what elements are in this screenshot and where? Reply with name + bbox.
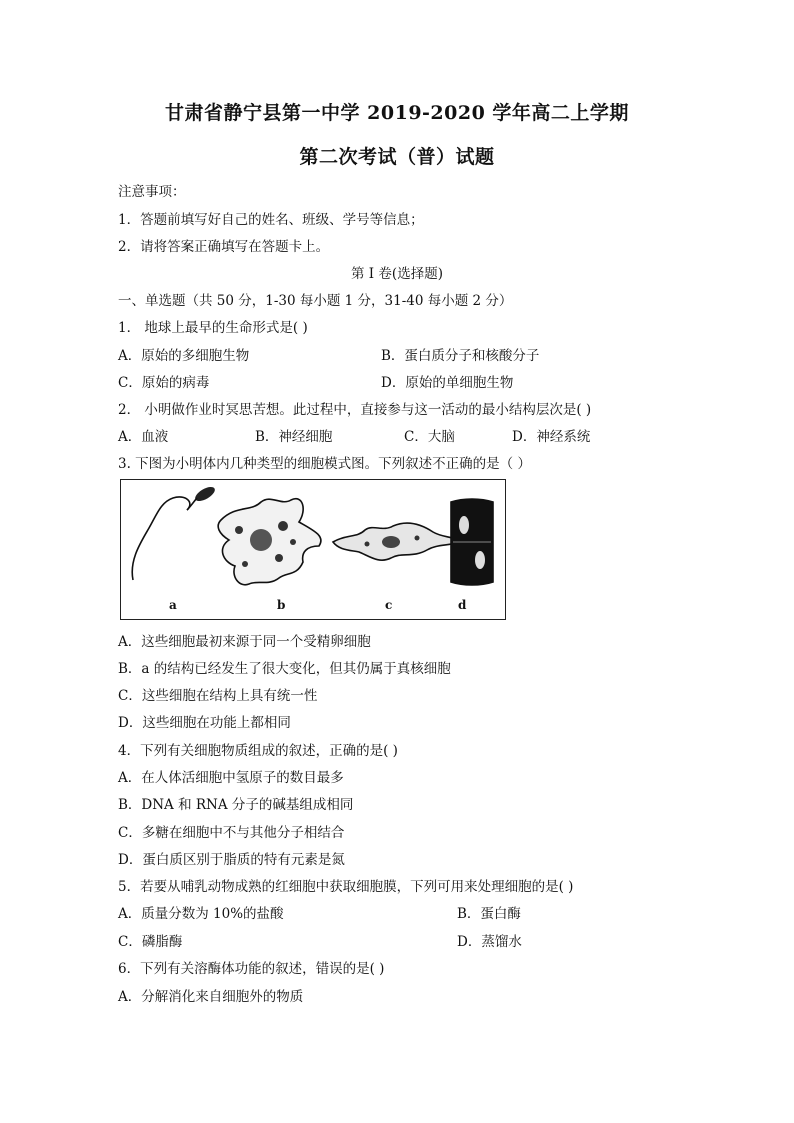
question-2-stem: 2． 小明做作业时冥思苦想。此过程中，直接参与这一活动的最小结构层次是( ): [118, 402, 592, 418]
cell-diagram-figure: [120, 479, 506, 620]
columnar-cell-drawing: [451, 499, 493, 585]
question-2-option-d: D．神经系统: [512, 429, 591, 445]
question-4-option-a: A．在人体活细胞中氢原子的数目最多: [118, 770, 344, 786]
cell-diagram: [121, 480, 507, 621]
question-3-option-b: B．a 的结构已经发生了很大变化，但其仍属于真核细胞: [118, 661, 451, 677]
question-4-option-d: D．蛋白质区别于脂质的特有元素是氮: [118, 852, 345, 868]
notice-item-1: 1．答题前填写好自己的姓名、班级、学号等信息；: [118, 212, 424, 228]
sperm-cell-drawing: [132, 484, 217, 580]
question-3-stem: 3. 下图为小明体内几种类型的细胞模式图。下列叙述不正确的是（ ）: [118, 456, 531, 472]
question-2-option-b: B．神经细胞: [255, 429, 333, 445]
volume-heading: 第 I 卷(选择题): [351, 266, 443, 282]
question-3-option-a: A．这些细胞最初来源于同一个受精卵细胞: [118, 634, 371, 650]
part-heading: 一、单选题（共 50 分，1-30 每小题 1 分，31-40 每小题 2 分）: [118, 293, 513, 309]
question-5-option-a: A．质量分数为 10%的盐酸: [118, 906, 284, 922]
question-3-option-c: C．这些细胞在结构上具有统一性: [118, 688, 318, 704]
question-2-option-c: C．大脑: [404, 429, 455, 445]
exam-title-line1: 甘肃省静宁县第一中学 2019-2020 学年高二上学期: [165, 102, 629, 124]
question-6-option-a: A．分解消化来自细胞外的物质: [118, 989, 304, 1005]
question-5-option-b: B．蛋白酶: [457, 906, 521, 922]
question-6-stem: 6．下列有关溶酶体功能的叙述，错误的是( ): [118, 961, 385, 977]
question-1-stem: 1． 地球上最早的生命形式是( ): [118, 320, 308, 336]
figure-label-b: b: [277, 598, 286, 612]
notice-heading: 注意事项：: [118, 184, 186, 200]
figure-label-d: d: [458, 598, 467, 612]
figure-label-a: a: [169, 598, 177, 612]
notice-item-2: 2．请将答案正确填写在答题卡上。: [118, 239, 330, 255]
question-1-option-d: D．原始的单细胞生物: [381, 375, 514, 391]
irregular-cell-drawing: [218, 499, 321, 585]
question-3-option-d: D．这些细胞在功能上都相同: [118, 715, 291, 731]
question-4-option-c: C．多糖在细胞中不与其他分子相结合: [118, 825, 345, 841]
question-5-option-c: C．磷脂酶: [118, 934, 183, 950]
figure-label-c: c: [385, 598, 393, 612]
question-1-option-c: C．原始的病毒: [118, 375, 210, 391]
question-5-stem: 5．若要从哺乳动物成熟的红细胞中获取细胞膜，下列可用来处理细胞的是( ): [118, 879, 574, 895]
question-5-option-d: D．蒸馏水: [457, 934, 522, 950]
elongated-cell-drawing: [333, 523, 459, 560]
question-2-option-a: A．血液: [118, 429, 169, 445]
question-1-option-b: B．蛋白质分子和核酸分子: [381, 348, 540, 364]
question-1-option-a: A．原始的多细胞生物: [118, 348, 250, 364]
question-4-stem: 4．下列有关细胞物质组成的叙述，正确的是( ): [118, 743, 398, 759]
question-4-option-b: B．DNA 和 RNA 分子的碱基组成相同: [118, 797, 354, 813]
exam-title-line2: 第二次考试（普）试题: [299, 146, 495, 168]
